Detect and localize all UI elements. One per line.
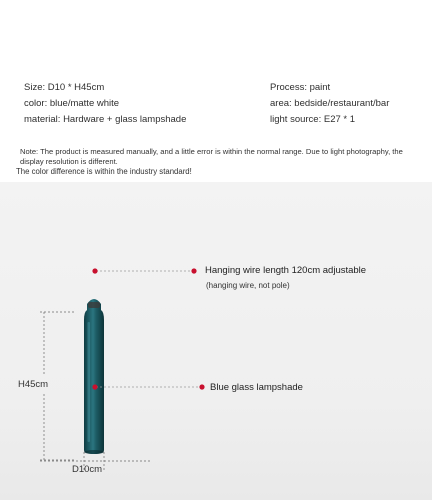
- height-label: H45cm: [18, 379, 49, 390]
- spec-light-source: light source: E27 * 1: [270, 114, 356, 125]
- glass-lampshade: [84, 299, 104, 454]
- spec-color: color: blue/matte white: [24, 98, 120, 109]
- spec-process: Process: paint: [270, 82, 331, 93]
- product-illustration: [0, 182, 432, 500]
- spec-panel: [0, 0, 432, 140]
- diameter-label: D10cm: [72, 464, 103, 475]
- shade-callout-leader: [92, 384, 204, 389]
- wire-callout-label: Hanging wire length 120cm adjustable: [205, 265, 367, 276]
- shade-callout-label: Blue glass lampshade: [210, 382, 303, 393]
- measurement-note: Note: The product is measured manually, and a little error is within the normal range. Due to light photography, the display resolution is different.: [20, 147, 403, 166]
- wire-callout-leader: [92, 268, 196, 273]
- spec-area: area: bedside/restaurant/bar: [270, 98, 390, 109]
- spec-material: material: Hardware + glass lampshade: [24, 114, 187, 125]
- color-difference-note: The color difference is within the industry standard!: [16, 167, 192, 176]
- spec-size: Size: D10 * H45cm: [24, 82, 105, 93]
- wire-callout-sublabel: (hanging wire, not pole): [206, 281, 290, 290]
- lamp-drawing: [0, 182, 432, 500]
